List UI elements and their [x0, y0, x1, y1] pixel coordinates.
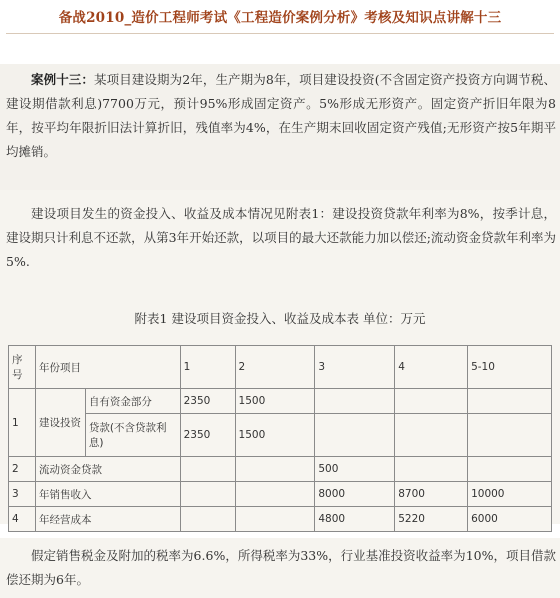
table-row — [9, 482, 552, 507]
row2-y2 — [235, 457, 315, 482]
row3-y4: 8700 — [395, 482, 468, 507]
table-header-row — [9, 346, 552, 389]
header-year-1: 1 — [180, 346, 235, 389]
table-row — [9, 457, 552, 482]
row1-sub1-y3 — [315, 389, 395, 414]
case-text: 某项目建设期为2年，生产期为8年，项目建设投资(不含固定资产投资方向调节税、建设期借款利息)7700万元，预计95%形成固定资产。5%形成无形资产。固定资产折旧年限为8年，按平均年限折旧法计算折旧，残值率为4%，在生产期末回收固定资产残值;无形资产按5年期平均摊销。 — [6, 72, 556, 159]
row4-label: 年经营成本 — [35, 507, 180, 532]
row4-y2 — [235, 507, 315, 532]
row1-sub1-label: 自有资金部分 — [85, 389, 180, 414]
row2-y4 — [395, 457, 468, 482]
row1-sub1-y5 — [468, 389, 552, 414]
header-year-3: 3 — [315, 346, 395, 389]
row2-y1 — [180, 457, 235, 482]
cost-table — [8, 345, 552, 532]
row4-y1 — [180, 507, 235, 532]
row1-sub2-y2: 1500 — [235, 414, 315, 457]
header-year-4: 4 — [395, 346, 468, 389]
funding-paragraph: 建设项目发生的资金投入、收益及成本情况见附表1：建设投资贷款年利率为8%，按季计息，建设期只计利息不还款，从第3年开始还款，以项目的最大还款能力加以偿还;流动资金贷款年利率为5%. — [6, 206, 556, 269]
row1-seq: 1 — [9, 389, 36, 457]
row1-sub2-y3 — [315, 414, 395, 457]
table-row — [9, 414, 552, 457]
header-seq: 序号 — [9, 346, 36, 389]
case-paragraph — [6, 68, 556, 164]
table-caption: 附表1 建设项目资金投入、收益及成本表 单位：万元 — [134, 311, 426, 326]
row3-y1 — [180, 482, 235, 507]
row2-y5 — [468, 457, 552, 482]
case-label: 案例十三： — [31, 72, 94, 87]
row3-label: 年销售收入 — [35, 482, 180, 507]
title-divider — [6, 33, 554, 34]
row4-y4: 5220 — [395, 507, 468, 532]
row1-sub2-label: 贷款(不含贷款利息) — [85, 414, 180, 457]
row4-seq: 4 — [9, 507, 36, 532]
row1-sub1-y1: 2350 — [180, 389, 235, 414]
row1-group: 建设投资 — [35, 389, 85, 457]
row2-label: 流动资金贷款 — [35, 457, 180, 482]
header-item: 年份项目 — [35, 346, 180, 389]
header-year-2: 2 — [235, 346, 315, 389]
row1-sub2-y5 — [468, 414, 552, 457]
row3-y2 — [235, 482, 315, 507]
row4-y3: 4800 — [315, 507, 395, 532]
row3-y5: 10000 — [468, 482, 552, 507]
row1-sub2-y4 — [395, 414, 468, 457]
table-row — [9, 389, 552, 414]
row3-seq: 3 — [9, 482, 36, 507]
row1-sub1-y2: 1500 — [235, 389, 315, 414]
row2-seq: 2 — [9, 457, 36, 482]
row1-sub2-y1: 2350 — [180, 414, 235, 457]
row1-sub1-y4 — [395, 389, 468, 414]
assumption-paragraph: 假定销售税金及附加的税率为6.6%，所得税率为33%，行业基准投资收益率为10%，项目借款偿还期为6年。 — [6, 548, 556, 587]
header-year-5-10: 5-10 — [468, 346, 552, 389]
row4-y5: 6000 — [468, 507, 552, 532]
table-row — [9, 507, 552, 532]
row3-y3: 8000 — [315, 482, 395, 507]
article-title: 备战2010_造价工程师考试《工程造价案例分析》考核及知识点讲解十三 — [58, 10, 502, 26]
row2-y3: 500 — [315, 457, 395, 482]
